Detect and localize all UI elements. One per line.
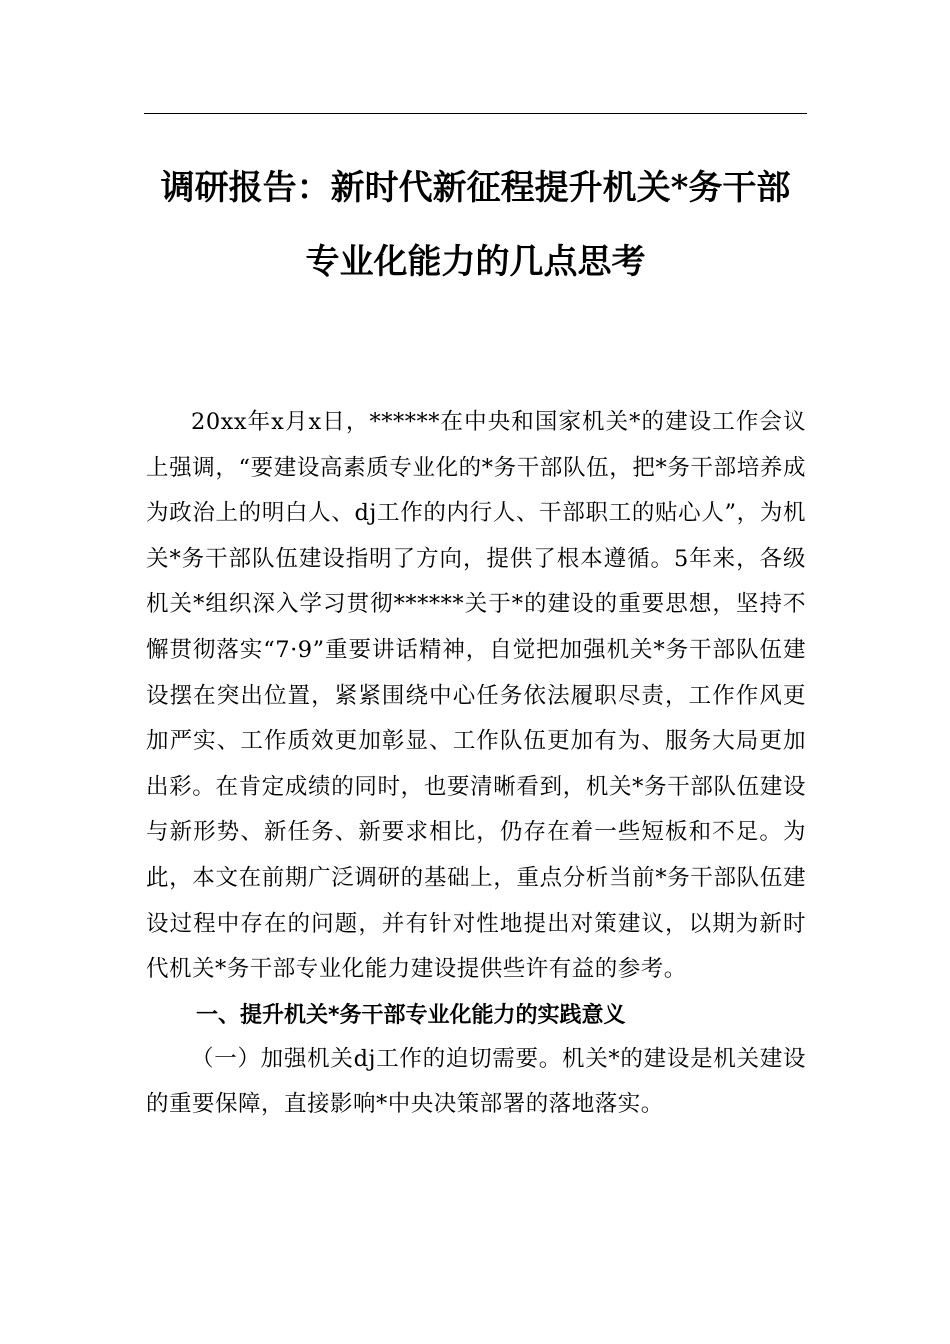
document-title — [144, 168, 807, 299]
title-line-2: 专业化能力的几点思考 — [305, 242, 646, 282]
section-1-heading: 一、提升机关*务干部专业化能力的实践意义 — [196, 1002, 626, 1028]
document-body — [146, 400, 806, 1128]
title-line-1: 调研报告：新时代新征程提升机关*务干部 — [160, 168, 791, 208]
intro-paragraph: 20xx年x月x日，******在中央和国家机关*的建设工作会议上强调，“要建设高素质专业化的*务干部队伍，把*务干部培养成为政治上的明白人、dj工作的内行人、干部职工的贴心人”，为机关*务干部队伍建设指明了方向，提供了根本遵循。5年来，各级机关*组织深入学习贯彻******关于*的建设的重要思想，坚持不懈贯彻落实“7·9”重要讲话精神，自觉把加强机关*务干部队伍建设摆在突出位置，紧紧围绕中心任务依法履职尽责，工作作风更加严实、工作质效更加彰显、工作队伍更加有为、服务大局更加出彩。在肯定成绩的同时，也要清晰看到，机关*务干部队伍建设与新形势、新任务、新要求相比，仍存在着一些短板和不足。为此，本文在前期广泛调研的基础上，重点分析当前*务干部队伍建设过程中存在的问题，并有针对性地提出对策建议，以期为新时代机关*务干部专业化能力建设提供些许有益的参考。 — [146, 409, 806, 983]
section-1-paragraph: （一）加强机关dj工作的迫切需要。机关*的建设是机关建设的重要保障，直接影响*中央决策部署的落地落实。 — [146, 1045, 806, 1118]
header-rule — [144, 113, 807, 114]
